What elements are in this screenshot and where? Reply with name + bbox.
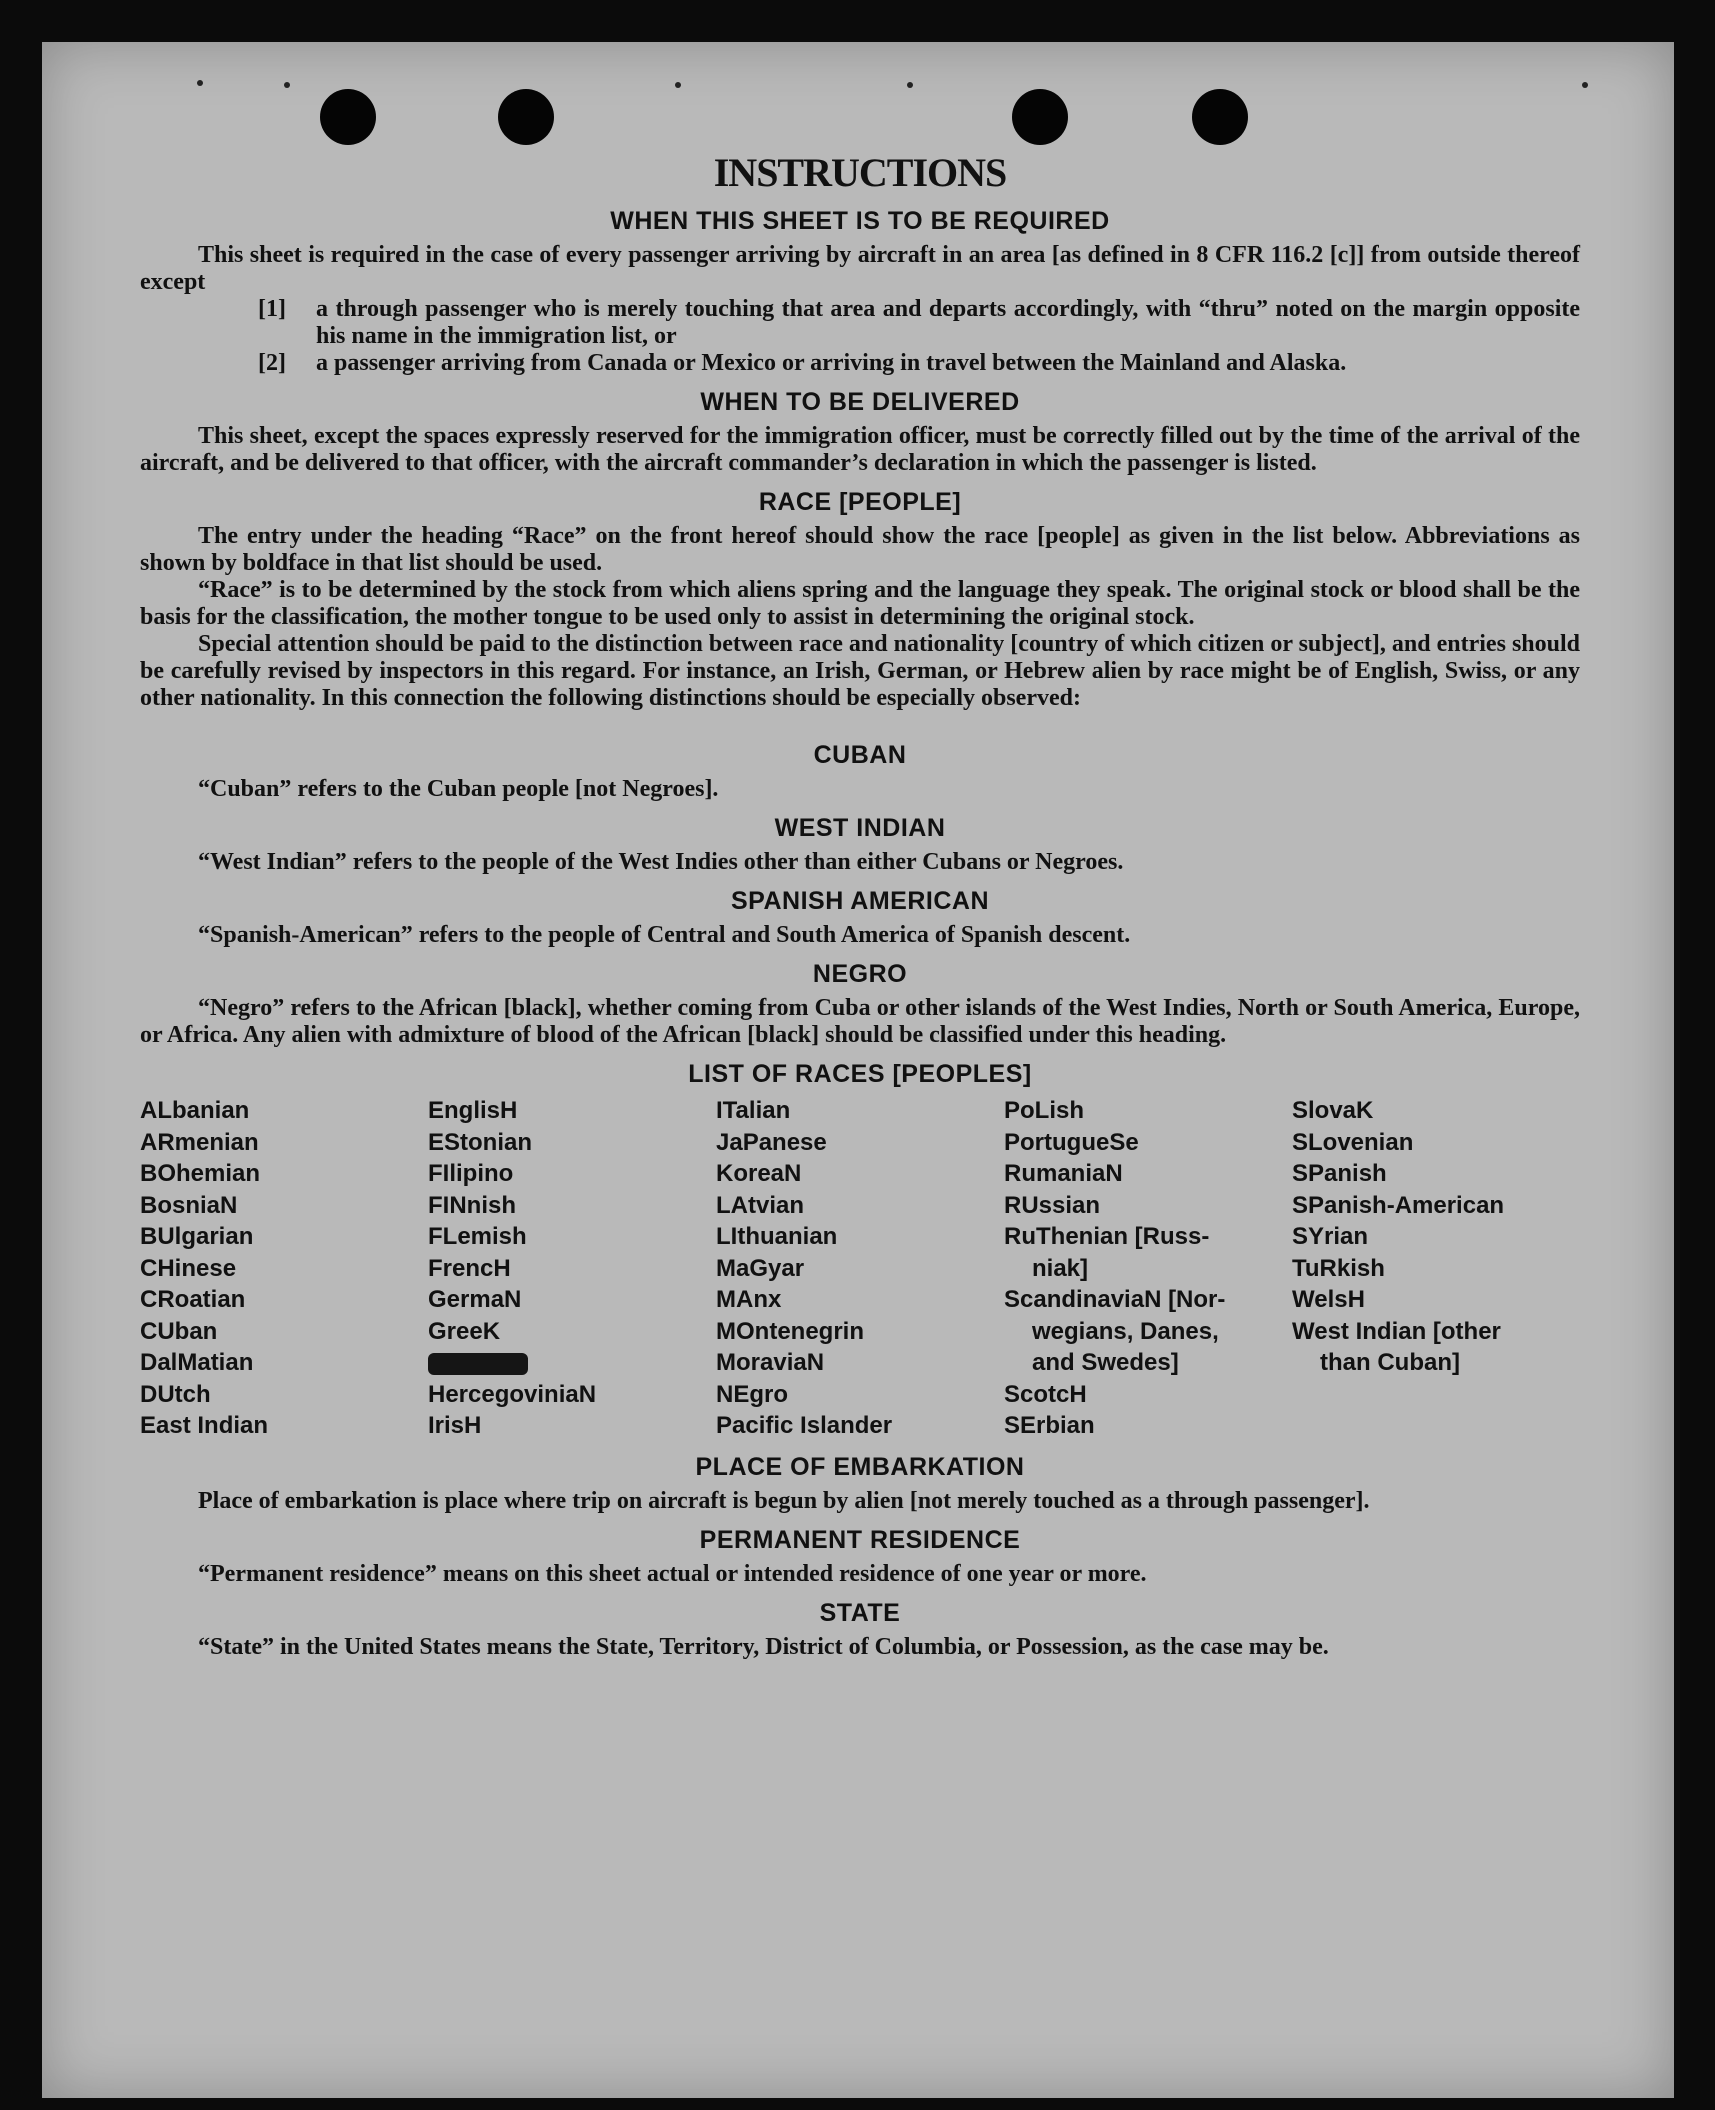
exception-item [258, 350, 1580, 377]
race-entry: NEgro [716, 1380, 788, 1408]
races-list [140, 1095, 1580, 1442]
race-entry: RuThenian [Russ- [1004, 1223, 1210, 1250]
ink-blot [428, 1353, 528, 1375]
page-title: INSTRUCTIONS [713, 150, 1007, 195]
race-entry: ARmenian [140, 1128, 259, 1156]
race-entry: ScandinaviaN [Nor- [1004, 1286, 1226, 1313]
race-entry: MoraviaN [716, 1349, 825, 1376]
race-entry-continued: than Cuban] [1320, 1349, 1460, 1376]
race-entry: PoLish [1004, 1097, 1085, 1124]
race-entry: West Indian [other [1292, 1317, 1501, 1345]
races-column [1004, 1095, 1292, 1442]
race-entry: DUtch [140, 1380, 211, 1408]
race-entry: CHinese [140, 1254, 237, 1282]
cuban-text: “Cuban” refers to the Cuban people [not Negroes]. [198, 776, 719, 802]
races-column [1292, 1095, 1580, 1442]
heading-spanish-american: SPANISH AMERICAN [730, 887, 989, 915]
race-entry: SYrian [1292, 1223, 1369, 1250]
race-entry: SErbian [1004, 1412, 1095, 1439]
race-entry: PortugueSe [1004, 1128, 1139, 1156]
speck [675, 82, 681, 88]
race-paragraph: Special attention should be paid to the distinction between race and nationality [country of which citizen or subject], and entries should be carefully revised by inspectors in this regard. For instance, an Irish, German, or Hebrew alien by race might be of English, Swiss, or any other nationality. In this connection the following distinctions should be especially observed: [140, 631, 1580, 711]
spanish-american-text: “Spanish-American” refers to the people of Central and South America of Spanish descent. [198, 922, 1131, 948]
heading-embarkation: PLACE OF EMBARKATION [695, 1452, 1025, 1481]
punch-hole [1192, 89, 1248, 145]
document-sheet [42, 42, 1674, 2098]
heading-race: RACE [PEOPLE] [758, 488, 962, 516]
redacted-entry [428, 1347, 716, 1379]
race-entry: BosniaN [140, 1191, 238, 1219]
race-entry-continued: and Swedes] [1032, 1349, 1179, 1376]
race-entry: BUlgarian [140, 1223, 254, 1250]
race-entry: SPanish-American [1292, 1191, 1505, 1219]
race-entry: IrisH [428, 1412, 482, 1439]
race-entry: CUban [140, 1317, 218, 1345]
race-entry: FIlipino [428, 1160, 514, 1187]
race-entry: LIthuanian [716, 1223, 838, 1250]
exception-number: [1] [258, 296, 286, 322]
race-entry: BOhemian [140, 1160, 261, 1187]
race-entry: GermaN [428, 1286, 522, 1313]
race-entry: EStonian [428, 1128, 533, 1156]
race-entry: CRoatian [140, 1286, 246, 1313]
races-column [428, 1095, 716, 1442]
race-entry: SlovaK [1292, 1097, 1374, 1124]
heading-list-of-races: LIST OF RACES [PEOPLES] [688, 1060, 1032, 1088]
race-entry: East Indian [140, 1412, 269, 1439]
when-required-intro: This sheet is required in the case of every passenger arriving by aircraft in an area [as defined in 8 CFR 116.2 [c]] from outside thereof except [140, 242, 1580, 295]
speck [284, 82, 290, 88]
exception-text: a through passenger who is merely touching that area and departs accordingly, with “thru” noted on the margin opposite his name in the immigration list, or [316, 296, 1580, 349]
race-paragraph: “Race” is to be determined by the stock from which aliens spring and the language they speak. The original stock or blood shall be the basis for the classification, the mother tongue to be used only to assist in determining the original stock. [140, 577, 1580, 630]
race-entry: FrencH [428, 1254, 511, 1282]
race-entry: MAnx [716, 1286, 782, 1313]
west-indian-text: “West Indian” refers to the people of the West Indies other than either Cubans or Negroes. [198, 849, 1124, 875]
race-entry: RUssian [1004, 1191, 1101, 1219]
race-entry: Pacific Islander [716, 1412, 893, 1439]
race-entry: FINnish [428, 1191, 516, 1219]
speck [1582, 82, 1588, 88]
race-entry: WelsH [1292, 1286, 1365, 1313]
speck [197, 80, 203, 86]
race-entry: SPanish [1292, 1160, 1387, 1187]
heading-permanent-residence: PERMANENT RESIDENCE [699, 1525, 1021, 1554]
races-column [140, 1095, 428, 1442]
heading-cuban: CUBAN [813, 741, 907, 769]
race-entry-continued: wegians, Danes, [1032, 1317, 1219, 1345]
exception-text: a passenger arriving from Canada or Mexico or arriving in travel between the Mainland and Alaska. [316, 350, 1347, 376]
state-text: “State” in the United States means the State, Territory, District of Columbia, or Possession, as the case may be. [198, 1633, 1329, 1660]
instructions-body [140, 150, 1580, 1661]
residence-text: “Permanent residence” means on this sheet actual or intended residence of one year or more. [198, 1560, 1147, 1587]
exception-number: [2] [258, 350, 286, 376]
race-entry: KoreaN [716, 1160, 802, 1187]
negro-text: “Negro” refers to the African [black], whether coming from Cuba or other islands of the West Indies, North or South America, Europe, or Africa. Any alien with admixture of blood of the African [black] should be classified under this heading. [140, 995, 1580, 1048]
race-entry: JaPanese [716, 1128, 827, 1156]
race-entry: EnglisH [428, 1097, 518, 1124]
race-entry: RumaniaN [1004, 1160, 1123, 1187]
race-paragraph: The entry under the heading “Race” on the front hereof should show the race [people] as given in the list below. Abbreviations as shown by boldface in that list should be used. [140, 523, 1580, 576]
race-entry-continued: niak] [1032, 1254, 1089, 1282]
exception-item [258, 296, 1580, 350]
race-entry: DalMatian [140, 1349, 254, 1376]
race-entry: MaGyar [716, 1254, 805, 1282]
heading-negro: NEGRO [812, 960, 908, 988]
race-entry: FLemish [428, 1223, 527, 1250]
punch-hole [1012, 89, 1068, 145]
race-entry: ALbanian [140, 1097, 250, 1124]
race-entry: LAtvian [716, 1191, 805, 1219]
race-entry: TuRkish [1292, 1254, 1385, 1282]
race-entry: ScotcH [1004, 1380, 1087, 1408]
heading-when-delivered: WHEN TO BE DELIVERED [700, 388, 1020, 416]
embarkation-text: Place of embarkation is place where trip on aircraft is begun by alien [not merely touched as a through passenger]. [198, 1487, 1370, 1514]
race-entry: SLovenian [1292, 1128, 1414, 1156]
speck [907, 82, 913, 88]
when-delivered-text: This sheet, except the spaces expressly reserved for the immigration officer, must be correctly filled out by the time of the arrival of the aircraft, and be delivered to that officer, with the aircraft commander’s declaration in which the passenger is listed. [140, 423, 1580, 476]
heading-state: STATE [819, 1598, 901, 1627]
heading-west-indian: WEST INDIAN [774, 814, 946, 842]
punch-hole [498, 89, 554, 145]
race-entry: ITalian [716, 1097, 791, 1124]
races-column [716, 1095, 1004, 1442]
race-entry: MOntenegrin [716, 1317, 864, 1345]
punch-hole [320, 89, 376, 145]
race-entry: HercegoviniaN [428, 1380, 597, 1408]
race-entry: GreeK [428, 1317, 501, 1345]
heading-when-required: WHEN THIS SHEET IS TO BE REQUIRED [610, 207, 1110, 235]
